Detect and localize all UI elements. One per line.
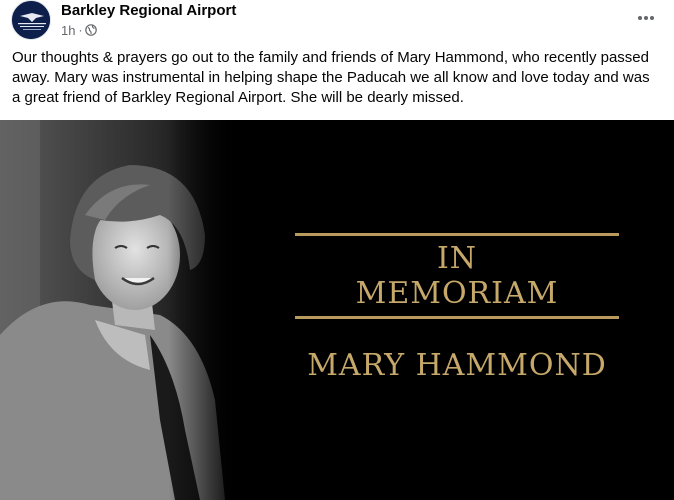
memorial-name: MARY HAMMOND (307, 348, 607, 383)
memorial-text-block (270, 120, 650, 500)
more-options-button[interactable] (634, 6, 658, 30)
page-name[interactable]: Barkley Regional Airport (61, 2, 237, 19)
portrait-photo (0, 120, 240, 500)
post-body-text: Our thoughts & prayers go out to the family and friends of Mary Hammond, who recently passed away. Mary was instrumental in helping shape the Paducah we all know and love today and was a great friend of Barkley Regional Airport. She will be dearly missed. (12, 49, 650, 106)
timestamp[interactable]: 1h (61, 22, 76, 38)
memorial-photo (0, 120, 240, 500)
memorial-line-memoriam: MEMORIAM (355, 276, 559, 311)
post-meta (61, 22, 97, 38)
page-avatar[interactable] (11, 0, 51, 40)
gold-divider-middle (295, 316, 619, 319)
gold-divider-top (295, 233, 619, 236)
meta-separator: · (78, 23, 83, 37)
post-image[interactable] (0, 120, 674, 500)
airport-logo-icon (12, 1, 51, 40)
memorial-line-in: IN (436, 241, 478, 276)
globe-icon (85, 24, 97, 36)
more-dots-icon (638, 16, 642, 20)
post-header (0, 0, 674, 44)
